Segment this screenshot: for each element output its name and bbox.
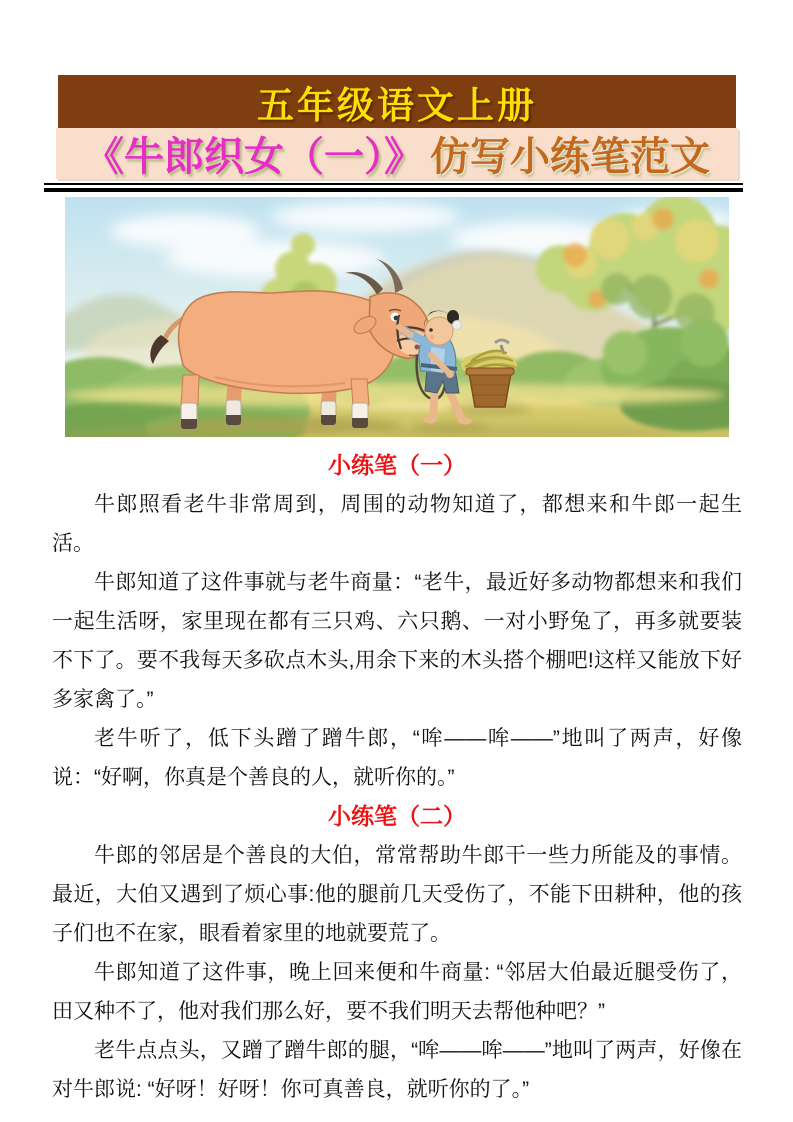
banner-title: 五年级语文上册: [257, 84, 537, 126]
watercolor-scene: [65, 197, 729, 437]
section-1-paragraph-1: 牛郎照看老牛非常周到，周围的动物知道了，都想来和牛郎一起生活。: [52, 493, 742, 555]
header-banner: [58, 75, 736, 128]
rule-thick: [44, 188, 743, 192]
subtitle-text: 仿写小练笔范文: [430, 135, 710, 179]
double-rule-divider: [44, 183, 743, 192]
section-1-paragraph-2: 牛郎知道了这件事就与老牛商量：“老牛，最近好多动物都想来和我们一起生活呀，家里现在都有三只鸡、六只鹅、一对小野兔了，再多就要装不下了。要不我每天多砍点木头,用余下来的木头搭个棚吧!这样又能放下好多家禽了。”: [52, 571, 742, 711]
ox-body: [179, 291, 397, 393]
section-2-heading: 小练笔（二）: [328, 803, 466, 829]
section-2-paragraph-2: 牛郎知道了这件事，晚上回来便和牛商量: “邻居大伯最近腿受伤了，田又种不了，他对我们那么好，要不我们明天去帮他种吧？”: [52, 961, 742, 1023]
document-body: [52, 446, 742, 1109]
illustration-cowherd-and-ox: [65, 197, 729, 437]
section-1-heading: 小练笔（一）: [328, 452, 466, 478]
subtitle-strip: [56, 128, 738, 179]
section-1-paragraph-3: 老牛听了，低下头蹭了蹭牛郎，“哞——哞——”地叫了两声，好像说：“好啊，你真是个善良的人，就听你的。”: [52, 727, 742, 789]
section-2-paragraph-1: 牛郎的邻居是个善良的大伯，常常帮助牛郎干一些力所能及的事情。最近，大伯又遇到了烦心事:他的腿前几天受伤了，不能下田耕种，他的孩子们也不在家，眼看着家里的地就要荒了。: [52, 844, 742, 945]
book-title: 《牛郎织女（一）》: [84, 135, 424, 179]
section-2-paragraph-3: 老牛点点头，又蹭了蹭牛郎的腿，“哞——哞——”地叫了两声，好像在对牛郎说: “好呀！好呀！你可真善良，就听你的了。”: [52, 1039, 742, 1101]
